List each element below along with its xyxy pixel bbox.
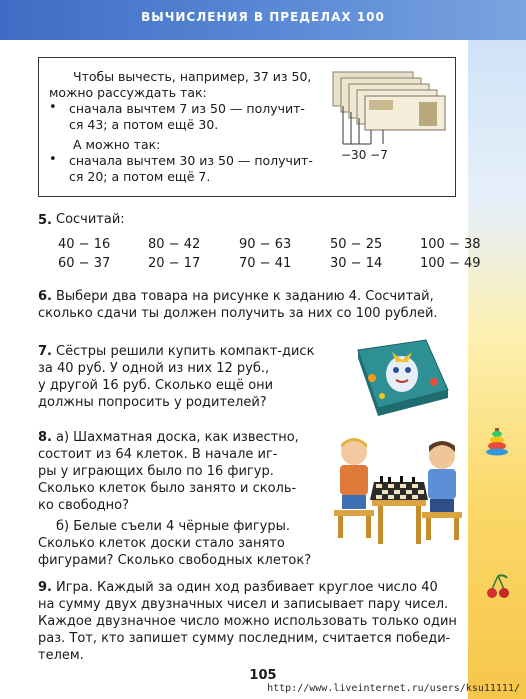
money-subtraction-label: −30 −7	[341, 148, 388, 162]
info-line-1: Чтобы вычесть, например, 37 из 50,	[73, 69, 312, 84]
task-8-line-2: состоит из 64 клеток. В начале иг-	[38, 447, 278, 462]
expr-1-1: 40 − 16	[58, 237, 111, 252]
task-7-line-2: за 40 руб. У одной из них 12 руб.,	[38, 361, 270, 376]
info-line-6: сначала вычтем 30 из 50 — получит-	[69, 153, 313, 168]
pyramid-toy-icon	[484, 426, 510, 456]
task-6-line-2: сколько сдачи ты должен получить за них со 100 рублей.	[38, 306, 438, 321]
task-8-line-5: ко свободно?	[38, 498, 130, 513]
task-8-line-1: а) Шахматная доска, как известно,	[56, 430, 299, 445]
task-9-line-5: телем.	[38, 648, 84, 663]
expr-2-3: 70 − 41	[239, 256, 292, 271]
page-number: 105	[249, 668, 277, 683]
chess-players-illustration	[330, 432, 466, 550]
task-8-line-4: Сколько клеток было занято и сколь-	[38, 481, 297, 496]
task-7-line-4: должны попросить у родителей?	[38, 395, 267, 410]
task-5-text: Сосчитай:	[56, 212, 125, 227]
task-7-line-1: Сёстры решили купить компакт-диск	[56, 344, 315, 359]
task-5-number: 5.	[38, 213, 52, 228]
cherries-icon	[484, 572, 512, 600]
bullet-2: •	[49, 152, 57, 167]
expr-2-5: 100 − 49	[420, 256, 481, 271]
info-line-2: можно рассуждать так:	[49, 85, 207, 100]
info-line-7: ся 20; а потом ещё 7.	[69, 169, 211, 184]
bullet-1: •	[49, 100, 57, 115]
expr-1-4: 50 − 25	[330, 237, 383, 252]
task-8-line-7: Сколько клеток доски стало занято	[38, 536, 285, 551]
subtraction-method-box	[38, 57, 456, 197]
banknotes-illustration	[329, 68, 449, 168]
task-8-line-6: б) Белые съели 4 чёрные фигуры.	[56, 519, 291, 534]
watermark-url: http://www.liveinternet.ru/users/ksu11111/	[267, 683, 520, 694]
task-9-line-1: Игра. Каждый за один ход разбивает круглое число 40	[56, 580, 438, 595]
task-9-line-4: раз. Тот, кто запишет сумму последним, считается победи-	[38, 631, 451, 646]
expr-1-3: 90 − 63	[239, 237, 292, 252]
expr-2-4: 30 − 14	[330, 256, 383, 271]
task-9-line-3: Каждое двузначное число можно использовать только один	[38, 614, 457, 629]
task-6-number: 6.	[38, 289, 52, 304]
cd-box-illustration	[352, 338, 452, 418]
expr-1-2: 80 − 42	[148, 237, 201, 252]
expr-1-5: 100 − 38	[420, 237, 481, 252]
info-line-3: сначала вычтем 7 из 50 — получит-	[69, 101, 305, 116]
banknote-stack	[333, 72, 445, 130]
task-8-line-3: ры у играющих было по 16 фигур.	[38, 464, 274, 479]
info-line-4: ся 43; а потом ещё 30.	[69, 117, 219, 132]
chapter-header	[0, 0, 526, 40]
info-line-5: А можно так:	[73, 137, 161, 152]
task-9-line-2: на сумму двух двузначных чисел и записывает пару чисел.	[38, 597, 449, 612]
side-margin-strip	[468, 40, 526, 699]
task-8-line-8: фигурами? Сколько свободных клеток?	[38, 553, 312, 568]
task-7-number: 7.	[38, 344, 52, 359]
expr-2-1: 60 − 37	[58, 256, 111, 271]
task-8-number: 8.	[38, 430, 52, 445]
expr-2-2: 20 − 17	[148, 256, 201, 271]
task-9-number: 9.	[38, 580, 52, 595]
task-7-line-3: у другой 16 руб. Сколько ещё они	[38, 378, 274, 393]
chapter-title: ВЫЧИСЛЕНИЯ В ПРЕДЕЛАХ 100	[141, 10, 385, 24]
task-6-line-1: Выбери два товара на рисунке к заданию 4. Сосчитай,	[56, 289, 434, 304]
